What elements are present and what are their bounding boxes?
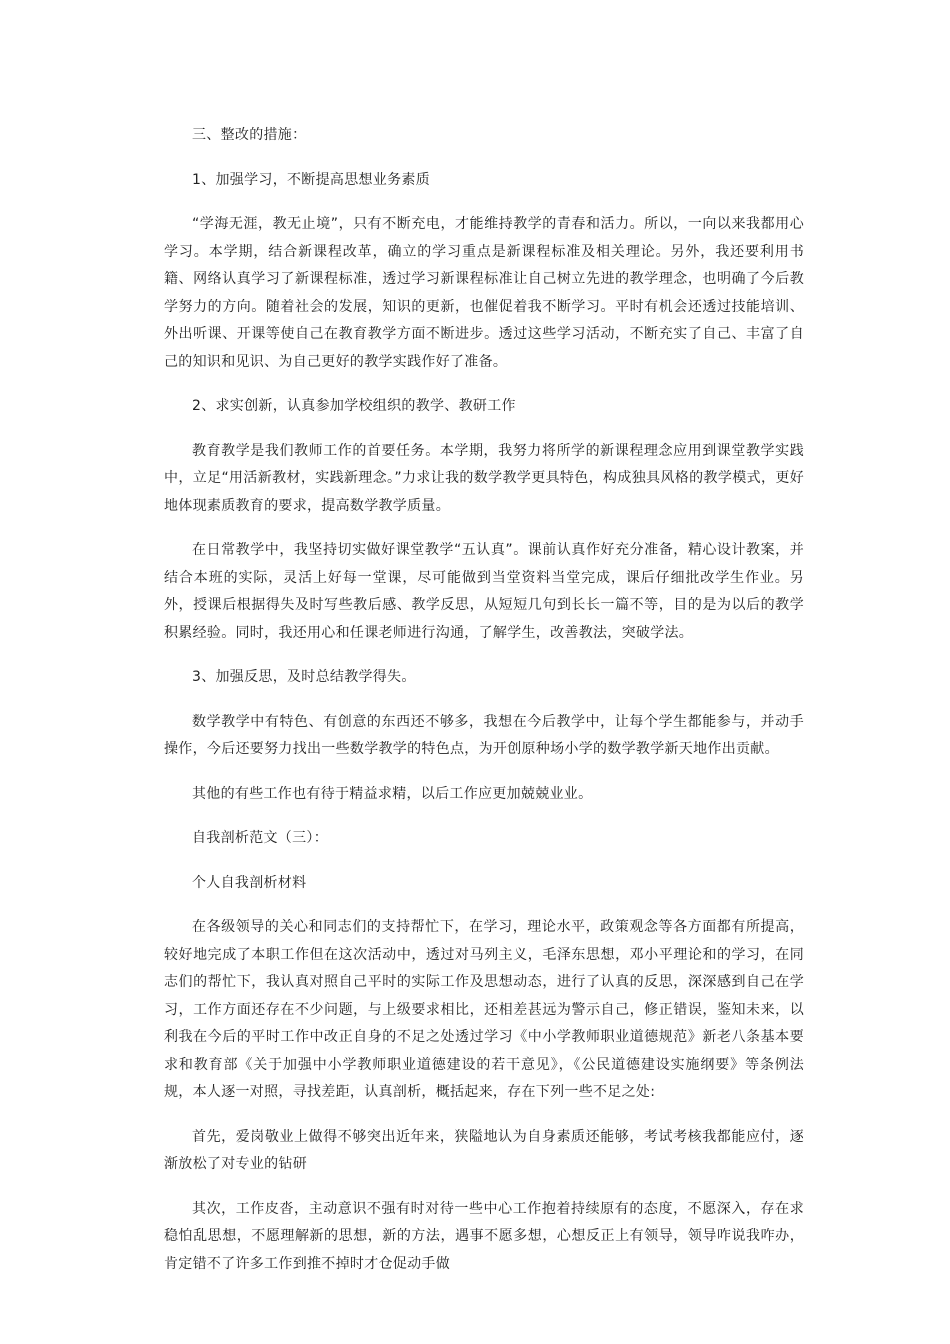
paragraph-teaching-task: 教育教学是我们教师工作的首要任务。本学期，我努力将所学的新课程理念应用到课堂教学实践中，立足“用活新教材，实践新理念。”力求让我的数学教学更具特色，构成独具风格的教学模式，更好地体现素质教育的要求，提高数学教学质量。 [164, 442, 804, 514]
paragraph-first-point: 首先，爱岗敬业上做得不够突出近年来，狭隘地认为自身素质还能够，考试考核我都能应付，逐渐放松了对专业的钻研 [164, 1128, 804, 1172]
paragraph-other-work: 其他的有些工作也有待于精益求精，以后工作应更加兢兢业业。 [192, 785, 593, 802]
subheading-reflection: 3、加强反思，及时总结教学得失。 [192, 669, 416, 685]
material-title: 个人自我剖析材料 [192, 874, 307, 891]
paragraph-daily-teaching: 在日常教学中，我坚持切实做好课堂教学“五认真”。课前认真作好充分准备，精心设计教案，并结合本班的实际，灵活上好每一堂课，尽可能做到当堂资料当堂完成，课后仔细批改学生作业。另外，授课后根据得失及时写些教后感、教学反思，从短短几句到长长一篇不等，目的是为以后的教学积累经验。同时，我还用心和任课老师进行沟通，了解学生，改善教法，突破学法。 [164, 542, 804, 641]
section-heading-measures: 三、整改的措施： [192, 127, 307, 143]
subheading-innovation: 2、求实创新，认真参加学校组织的教学、教研工作 [192, 398, 516, 414]
paragraph-math-features: 数学教学中有特色、有创意的东西还不够多，我想在今后教学中，让每个学生都能参与，并动手操作，今后还要努力找出一些数学教学的特色点，为开创原种场小学的数学教学新天地作出贡献。 [164, 713, 804, 757]
paragraph-self-analysis: 在各级领导的关心和同志们的支持帮忙下，在学习，理论水平，政策观念等各方面都有所提高，较好地完成了本职工作但在这次活动中，透过对马列主义，毛泽东思想，邓小平理论和的学习，在同志们的帮忙下，我认真对照自己平时的实际工作及思想动态，进行了认真的反思，深深感到自己在学习，工作方面还存在不少问题，与上级要求相比，还相差甚远为警示自己，修正错误，鉴知未来，以利我在今后的平时工作中改正自身的不足之处透过学习《中小学教师职业道德规范》新老八条基本要求和教育部《关于加强中小学教师职业道德建设的若干意见》，《公民道德建设实施纲要》等条例法规，本人逐一对照，寻找差距，认真剖析，概括起来，存在下列一些不足之处: [164, 919, 804, 1100]
sample-title: 自我剖析范文（三）： [192, 830, 328, 846]
paragraph-second-point: 其次，工作皮沓，主动意识不强有时对待一些中心工作抱着持续原有的态度，不愿深入，存在求稳怕乱思想，不愿理解新的思想，新的方法，遇事不愿多想，心想反正上有领导，领导咋说我咋办，肯定错不了许多工作到推不掉时才仓促动手做 [164, 1200, 804, 1272]
subheading-study: 1、加强学习，不断提高思想业务素质 [192, 171, 431, 188]
document-body [164, 122, 804, 1295]
paragraph-study: “学海无涯，教无止境”，只有不断充电，才能维持教学的青春和活力。所以，一向以来我都用心学习。本学期，结合新课程改革，确立的学习重点是新课程标准及相关理论。另外，我还要利用书籍、网络认真学习了新课程标准，透过学习新课程标准让自己树立先进的教学理念，也明确了今后教学努力的方向。随着社会的发展，知识的更新，也催促着我不断学习。平时有机会还透过技能培训、外出听课、开课等使自己在教育教学方面不断进步。透过这些学习活动，不断充实了自己、丰富了自己的知识和见识、为自己更好的教学实践作好了准备。 [164, 216, 804, 370]
